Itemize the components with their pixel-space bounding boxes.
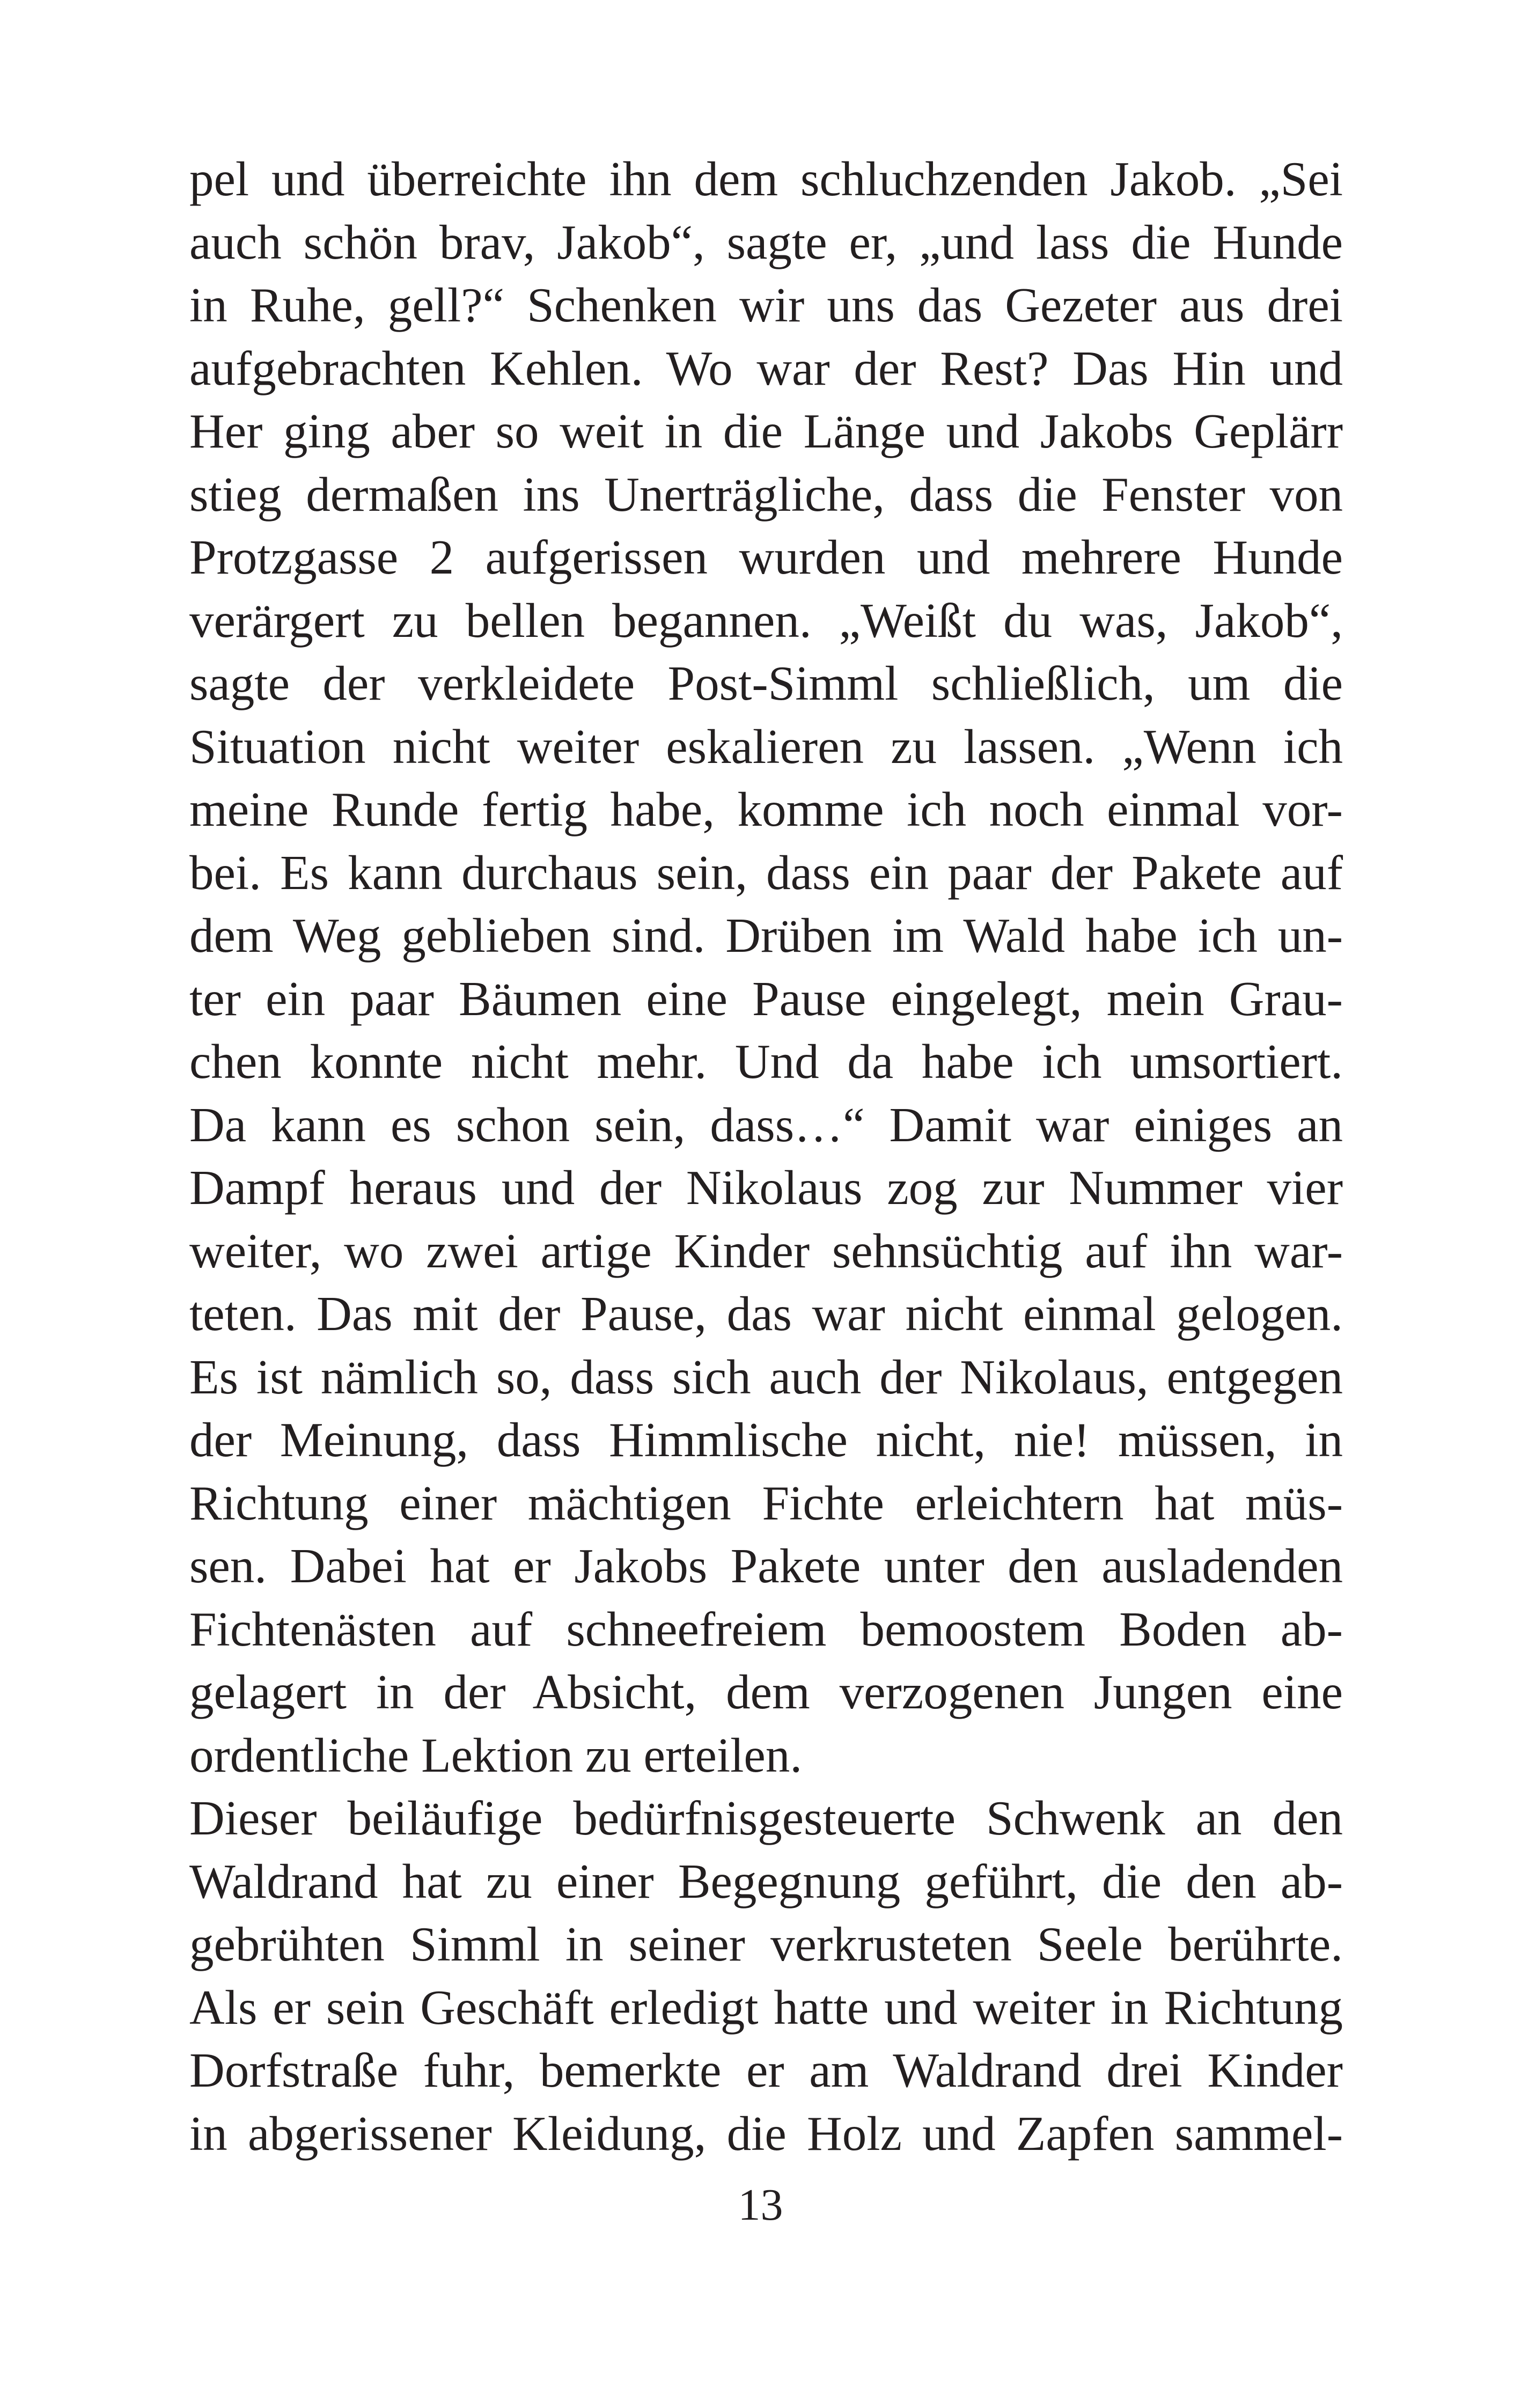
text-line: Es ist nämlich so, dass sich auch der Nikolaus, entgegen xyxy=(189,1349,1343,1404)
text-line: dem Weg geblieben sind. Drüben im Wald habe ich un- xyxy=(189,908,1343,963)
text-line: Protzgasse 2 aufgerissen wurden und mehrere Hunde xyxy=(189,530,1343,584)
text-line: stieg dermaßen ins Unerträgliche, dass die Fenster von xyxy=(189,467,1343,522)
text-line: weiter, wo zwei artige Kinder sehnsüchtig auf ihn war- xyxy=(189,1223,1343,1278)
text-line: Da kann es schon sein, dass…“ Damit war einiges an xyxy=(189,1097,1343,1152)
text-line: aufgebrachten Kehlen. Wo war der Rest? Das Hin und xyxy=(189,341,1343,395)
text-line: Waldrand hat zu einer Begegnung geführt, die den ab- xyxy=(189,1854,1343,1908)
text-line: in Ruhe, gell?“ Schenken wir uns das Gezeter aus drei xyxy=(189,278,1343,332)
text-line: pel und überreichte ihn dem schluchzenden Jakob. „Sei xyxy=(189,152,1343,206)
text-line: teten. Das mit der Pause, das war nicht einmal gelogen. xyxy=(189,1287,1343,1341)
text-line: Dieser beiläufige bedürfnisgesteuerte Schwenk an den xyxy=(189,1791,1343,1845)
text-line: sen. Dabei hat er Jakobs Pakete unter den ausladenden xyxy=(189,1539,1343,1593)
text-line: Richtung einer mächtigen Fichte erleichtern hat müs- xyxy=(189,1475,1343,1530)
text-line: sagte der verkleidete Post-Simml schließlich, um die xyxy=(189,656,1343,710)
paragraph-end-line: ordentliche Lektion zu erteilen. xyxy=(189,1728,803,1782)
text-line: auch schön brav, Jakob“, sagte er, „und lass die Hunde xyxy=(189,215,1343,269)
text-line: der Meinung, dass Himmlische nicht, nie! müssen, in xyxy=(189,1413,1343,1467)
text-line: ter ein paar Bäumen eine Pause eingelegt, mein Grau- xyxy=(189,971,1343,1026)
text-line: in abgerissener Kleidung, die Holz und Zapfen sammel- xyxy=(189,2106,1343,2161)
text-line: gelagert in der Absicht, dem verzogenen Jungen eine xyxy=(189,1665,1343,1719)
text-line: chen konnte nicht mehr. Und da habe ich umsortiert. xyxy=(189,1034,1343,1089)
text-line: Her ging aber so weit in die Länge und Jakobs Geplärr xyxy=(189,404,1343,458)
text-line: gebrühten Simml in seiner verkrusteten Seele berührte. xyxy=(189,1917,1343,1971)
text-line: verärgert zu bellen begannen. „Weißt du was, Jakob“, xyxy=(189,593,1343,648)
text-line: Dampf heraus und der Nikolaus zog zur Nummer vier xyxy=(189,1161,1343,1215)
text-line: meine Runde fertig habe, komme ich noch einmal vor- xyxy=(189,782,1343,836)
text-line: Als er sein Geschäft erledigt hatte und weiter in Richtung xyxy=(189,1980,1343,2035)
page-number: 13 xyxy=(738,2180,783,2230)
text-line: bei. Es kann durchaus sein, dass ein paar der Pakete auf xyxy=(189,845,1343,900)
body-text xyxy=(189,148,1343,2165)
text-line: Dorfstraße fuhr, bemerkte er am Waldrand drei Kinder xyxy=(189,2043,1343,2097)
text-line: Situation nicht weiter eskalieren zu lassen. „Wenn ich xyxy=(189,719,1343,774)
text-line: Fichtenästen auf schneefreiem bemoostem Boden ab- xyxy=(189,1602,1343,1656)
